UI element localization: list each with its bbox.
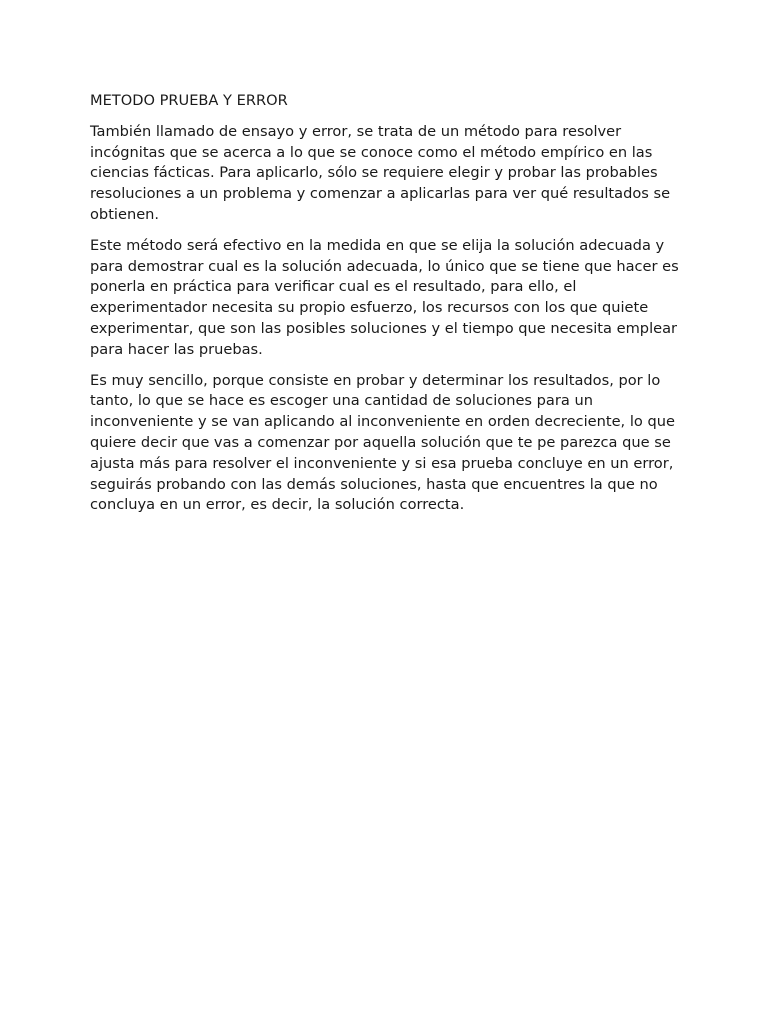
document-page [90,91,690,526]
paragraph-procedure: Es muy sencillo, porque consiste en probar y determinar los resultados, por lo tanto, lo que se hace es escoger una cantidad de soluciones para un inconveniente y se van aplicando al inconveniente en orden decreciente, lo que quiere decir que vas a comenzar por aquella solución que te pe parezca que se ajusta más para resolver el inconveniente y si esa prueba concluye en un error, seguirás probando con las demás soluciones, hasta que encuentres la que no concluya en un error, es decir, la solución correcta. [90,371,675,514]
document-title: METODO PRUEBA Y ERROR [90,92,288,109]
paragraph-definition: También llamado de ensayo y error, se trata de un método para resolver incógnitas que se acerca a lo que se conoce como el método empírico en las ciencias fácticas. Para aplicarlo, sólo se requiere elegir y probar las probables resoluciones a un problema y comenzar a aplicarlas para ver qué resultados se obtienen. [90,122,671,223]
paragraph-effectiveness: Este método será efectivo en la medida en que se elija la solución adecuada y para demostrar cual es la solución adecuada, lo único que se tiene que hacer es ponerla en práctica para verificar cual es el resultado, para ello, el experimentador necesita su propio esfuerzo, los recursos con los que quiete experimentar, que son las posibles soluciones y el tiempo que necesita emplear para hacer las pruebas. [90,236,679,358]
